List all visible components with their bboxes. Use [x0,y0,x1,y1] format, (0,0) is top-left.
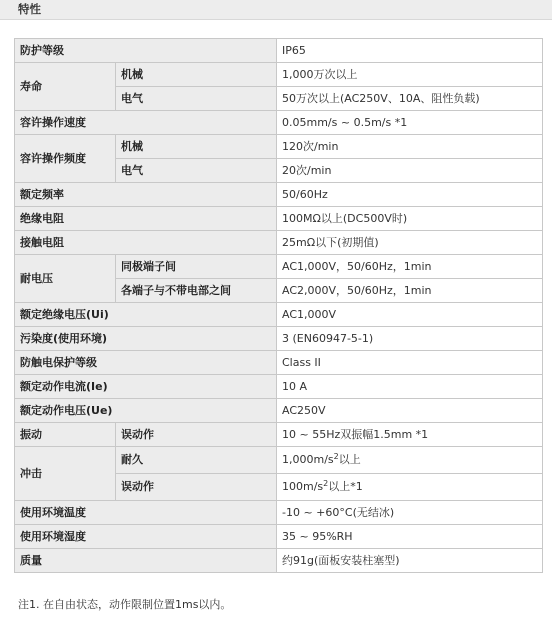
row-label: 额定动作电压(Ue) [15,399,277,423]
sub-label: 机械 [116,63,277,87]
row-value: IP65 [277,39,543,63]
row-label: 额定绝缘电压(Ui) [15,303,277,327]
row-value: Class II [277,351,543,375]
row-label: 使用环境湿度 [15,525,277,549]
row-value: AC1,000V [277,303,543,327]
section-header [0,0,552,20]
row-value: 1,000万次以上 [277,63,543,87]
row-value: 35 ~ 95%RH [277,525,543,549]
table-row [15,447,543,474]
table-row [15,549,543,573]
row-label: 容许操作速度 [15,111,277,135]
value-text: 以上 [338,453,361,466]
table-row [15,399,543,423]
row-value: 10 A [277,375,543,399]
row-value [277,474,543,501]
row-value: 约91g(面板安装柱塞型) [277,549,543,573]
table-row [15,525,543,549]
table-row [15,183,543,207]
sub-label: 电气 [116,87,277,111]
row-label: 使用环境温度 [15,501,277,525]
table-row [15,207,543,231]
row-value: 20次/min [277,159,543,183]
sub-label: 机械 [116,135,277,159]
row-value: 50万次以上(AC250V、10A、阻性负载) [277,87,543,111]
table-row [15,327,543,351]
section-title: 特性 [18,2,41,16]
sub-label: 电气 [116,159,277,183]
row-label: 绝缘电阻 [15,207,277,231]
row-value: 25mΩ以下(初期值) [277,231,543,255]
row-value: AC250V [277,399,543,423]
row-label: 防触电保护等级 [15,351,277,375]
value-text: 100m/s [282,480,324,493]
table-row [15,423,543,447]
value-text: 以上*1 [328,480,363,493]
superscript: 2 [333,452,339,461]
row-value: 0.05mm/s ~ 0.5m/s *1 [277,111,543,135]
row-label: 振动 [15,423,116,447]
row-value: 3 (EN60947-5-1) [277,327,543,351]
row-label: 容许操作频度 [15,135,116,183]
row-label: 额定动作电流(Ie) [15,375,277,399]
value-text: 1,000m/s [282,453,334,466]
sub-label: 各端子与不带电部之间 [116,279,277,303]
row-value [277,447,543,474]
row-label: 寿命 [15,63,116,111]
row-value: 120次/min [277,135,543,159]
table-row [15,501,543,525]
row-label: 污染度(使用环境) [15,327,277,351]
table-row [15,135,543,159]
row-label: 防护等级 [15,39,277,63]
sub-label: 耐久 [116,447,277,474]
row-value: 10 ~ 55Hz双振幅1.5mm *1 [277,423,543,447]
table-row [15,351,543,375]
row-label: 额定频率 [15,183,277,207]
row-value: -10 ~ +60°C(无结冰) [277,501,543,525]
row-value: 50/60Hz [277,183,543,207]
sub-label: 误动作 [116,423,277,447]
row-label: 冲击 [15,447,116,501]
sub-label: 同极端子间 [116,255,277,279]
table-row [15,63,543,87]
table-row [15,375,543,399]
row-value: AC2,000V，50/60Hz，1min [277,279,543,303]
row-label: 耐电压 [15,255,116,303]
sub-label: 误动作 [116,474,277,501]
row-label: 接触电阻 [15,231,277,255]
table-row [15,231,543,255]
row-value: AC1,000V，50/60Hz，1min [277,255,543,279]
row-value: 100MΩ以上(DC500V时) [277,207,543,231]
table-row [15,39,543,63]
row-label: 质量 [15,549,277,573]
footnote: 注1. 在自由状态，动作限制位置1ms以内。 [18,598,232,611]
table-row [15,111,543,135]
spec-table [14,38,543,573]
superscript: 2 [323,479,329,488]
table-row [15,255,543,279]
table-row [15,303,543,327]
